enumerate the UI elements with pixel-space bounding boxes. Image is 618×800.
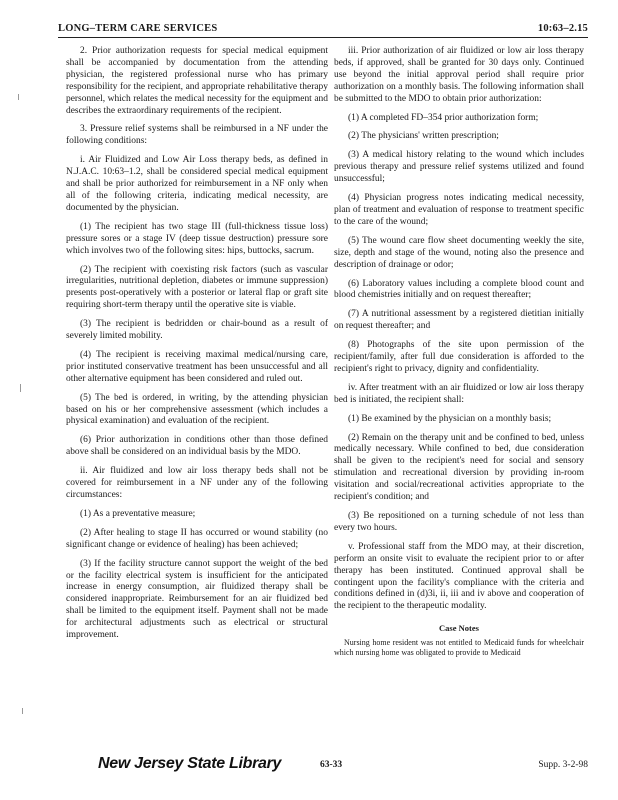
- paragraph: 3. Pressure relief systems shall be reimbursed in a NF under the following conditions:: [66, 124, 328, 147]
- running-header: [58, 20, 588, 38]
- paragraph: (2) Remain on the therapy unit and be confined to bed, unless medically necessary. While confined to bed, due consideration shall be given to the recipient's need for social and sensory stimulation and recreational diversion by providing in-room visitation and social/recreational activities appropriate to the recipient's condition; and: [334, 432, 584, 503]
- header-chapter-title: LONG–TERM CARE SERVICES: [58, 23, 218, 34]
- supplement-date: Supp. 3-2-98: [538, 760, 588, 770]
- paragraph: (3) A medical history relating to the wound which includes previous therapy and pressure relief systems utilized and found unsuccessful;: [334, 150, 584, 185]
- scan-mark: [20, 384, 21, 392]
- paragraph: (2) The physicians' written prescription;: [348, 131, 499, 142]
- paragraph: (5) The bed is ordered, in writing, by the attending physician based on his or her comprehensive assessment (which includes a physical examination) and evaluation of the recipient.: [66, 392, 328, 427]
- paragraph: (4) Physician progress notes indicating medical necessity, plan of treatment and evaluation of response to treatment specific to the care of the wound;: [334, 193, 584, 227]
- paragraph: (2) After healing to stage II has occurred or wound stability (no significant change or evidence of healing) has been achieved;: [66, 527, 328, 550]
- header-rule: [58, 37, 588, 38]
- paragraph: i. Air Fluidized and Low Air Loss therapy beds, as defined in N.J.A.C. 10:63–1.2, shall be considered special medical equipment and shall be prior authorized for reimbursement in a NF only when all of the following criteria, indicating medical necessity, are documented by the physician.: [66, 155, 328, 213]
- case-notes-heading: Case Notes: [439, 623, 479, 634]
- case-notes-text: Nursing home resident was not entitled to Medicaid funds for wheelchair which nursing home was obligated to provide to Medicaid: [334, 638, 584, 657]
- left-column: [66, 46, 328, 731]
- paragraph: iii. Prior authorization of air fluidized or low air loss therapy beds, if approved, shall be granted for 30 days only. Continued use beyond the initial approval period shall require prior authorization on a monthly basis. The following information shall be submitted to the MDO to obtain prior authorization:: [334, 46, 584, 104]
- paragraph: (7) A nutritional assessment by a registered dietitian initially on request thereafter; and: [334, 309, 584, 332]
- paragraph: ii. Air fluidized and low air loss therapy beds shall not be covered for reimbursement in a NF under any of the following circumstances:: [66, 466, 328, 500]
- paragraph: (6) Prior authorization in conditions other than those defined above shall be considered on an individual basis by the MDO.: [66, 435, 328, 458]
- paragraph: v. Professional staff from the MDO may, at their discretion, perform an onsite visit to evaluate the recipient prior to or after therapy has been instituted. Continued approval shall be contingent upon the facility's compliance with the criteria and conditions defined in (d)3i, ii, iii and iv above and cooperation of the recipient to the therapeutic modality.: [334, 541, 584, 612]
- right-column: [334, 46, 584, 731]
- paragraph: (4) The recipient is receiving maximal medical/nursing care, prior instituted conservative treatment has been unsuccessful and all other alternative equipment has been considered and ruled out.: [66, 349, 328, 384]
- paragraph: iv. After treatment with an air fluidized or low air loss therapy bed is initiated, the recipient shall:: [334, 382, 584, 405]
- paragraph: (3) If the facility structure cannot support the weight of the bed or the facility electrical system is insufficient for the anticipated increase in energy consumption, air fluidized therapy shall be considered inappropriate. Reimbursement for an air fluidized bed shall be limited to the equipment itself. Payment shall not be made for architectural adjustments such as electrical or structural improvement.: [66, 558, 328, 641]
- paragraph: (1) As a preventative measure;: [80, 508, 196, 519]
- paragraph: (1) Be examined by the physician on a monthly basis;: [348, 413, 552, 424]
- paragraph: (3) Be repositioned on a turning schedule of not less than every two hours.: [334, 511, 584, 533]
- paragraph: (8) Photographs of the site upon permission of the recipient/family, after full due consideration is afforded to the recipient's right to privacy, dignity and confidentiality.: [334, 340, 584, 374]
- paragraph: 2. Prior authorization requests for special medical equipment shall be accompanied by documentation from the attending physician, the registered professional nurse who has primary responsibility for the recipient, and appropriate rehabilitative therapy personnel, which relates the medical necessity for the equipment and describes the extraordinary requirements of the recipient.: [66, 46, 328, 116]
- page-footer: [58, 755, 588, 781]
- paragraph: (2) The recipient with coexisting risk factors (such as vascular irregularities, nutritional depletion, diabetes or immune suppression) presents post-operatively with a posterior or lateral flap or graft site requiring short-term therapy until the operative site is viable.: [66, 264, 328, 311]
- header-section-number: 10:63–2.15: [537, 23, 588, 34]
- scan-mark: [22, 708, 23, 714]
- paragraph: (1) A completed FD–354 prior authorization form;: [348, 112, 539, 123]
- paragraph: (3) The recipient is bedridden or chair-bound as a result of severely limited mobility.: [66, 319, 328, 342]
- paragraph: (1) The recipient has two stage III (full-thickness tissue loss) pressure sores or a stage IV (deep tissue destruction) pressure sore which involves two of the following sites: hips, buttocks, sacrum.: [66, 221, 328, 256]
- paragraph: (5) The wound care flow sheet documenting weekly the site, size, depth and stage of the wound, noting also the presence and description of drainage or odor;: [334, 235, 584, 270]
- scan-mark: [18, 94, 19, 100]
- library-logo: New Jersey State Library: [98, 755, 282, 772]
- paragraph: (6) Laboratory values including a complete blood count and blood chemistries initially and on request thereafter;: [334, 278, 584, 301]
- page-number: 63-33: [320, 760, 343, 770]
